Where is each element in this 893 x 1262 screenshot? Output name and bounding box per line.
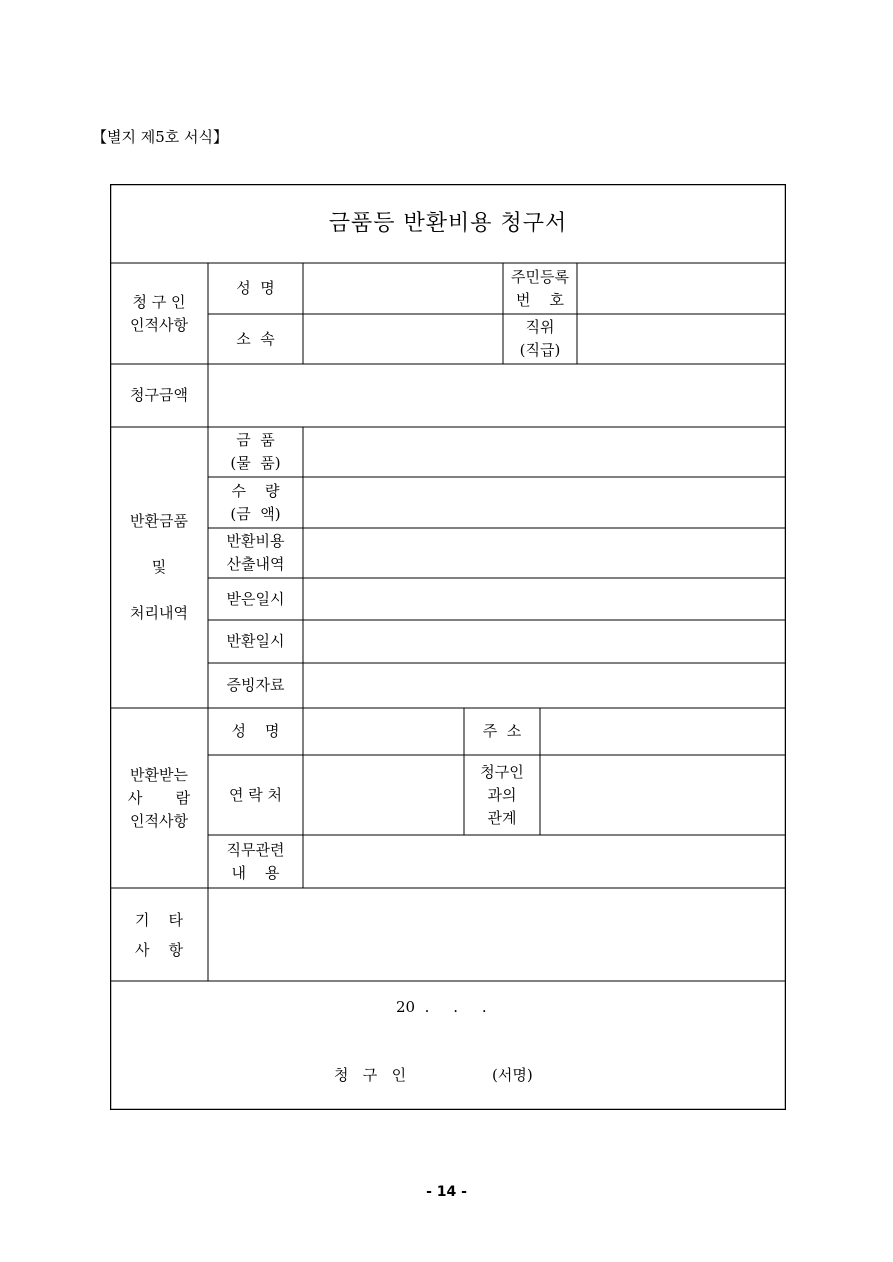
duty-content-field[interactable] (304, 836, 785, 887)
recipient-name-label: 성 명 (231, 722, 280, 740)
goods-quantity-label: 수 량 (금 액) (230, 481, 281, 523)
claimant-name-field[interactable] (304, 264, 502, 313)
recipient-relation-field[interactable] (541, 756, 785, 834)
form-title: 금품등 반환비용 청구서 (328, 211, 568, 236)
goods-item-label: 금 품 (물 품) (230, 431, 281, 472)
claimant-position-label: 직위 (직급) (519, 318, 561, 359)
signature-label[interactable]: (서명) (492, 1066, 533, 1084)
recipient-contact-label: 연 락 처 (228, 785, 282, 804)
recipient-contact-field[interactable] (304, 756, 463, 834)
recipient-section-label: 반환받는 사 람 인적사항 (127, 765, 191, 830)
page-number: - 14 - (426, 1184, 467, 1200)
received-date-field[interactable] (304, 579, 785, 619)
recipient-relation-label: 청구인 과의 관계 (480, 762, 524, 827)
evidence-field[interactable] (304, 664, 785, 707)
returned-date-field[interactable] (304, 621, 785, 662)
other-matters-field[interactable] (209, 889, 785, 980)
claimant-sign-label: 청 구 인 (334, 1066, 407, 1084)
resident-number-field[interactable] (578, 264, 785, 313)
date-line: 20 . . . (396, 998, 487, 1016)
claim-amount-label: 청구금액 (130, 386, 188, 404)
goods-item-field[interactable] (304, 428, 785, 476)
claimant-name-label: 성 명 (236, 279, 275, 297)
claimant-affiliation-field[interactable] (304, 315, 502, 363)
duty-content-label: 직무관련 내 용 (226, 840, 285, 882)
claimant-section-label: 청 구 인 인적사항 (130, 292, 188, 334)
claimant-position-field[interactable] (578, 315, 785, 363)
other-matters-label: 기 타 사 항 (134, 910, 184, 959)
claim-amount-field[interactable] (209, 365, 785, 426)
claim-form (110, 184, 786, 1110)
returned-date-label: 반환일시 (226, 632, 285, 650)
cost-detail-field[interactable] (304, 529, 785, 577)
evidence-label: 증빙자료 (226, 676, 285, 694)
form-number-label: 【별지 제5호 서식】 (92, 128, 229, 146)
recipient-address-field[interactable] (541, 709, 785, 754)
goods-section-label: 반환금품 및 처리내역 (130, 512, 188, 622)
recipient-name-field[interactable] (304, 709, 463, 754)
recipient-address-label: 주 소 (482, 722, 522, 740)
resident-number-label: 주민등록 번 호 (511, 267, 569, 309)
received-date-label: 받은일시 (226, 589, 285, 608)
goods-quantity-field[interactable] (304, 478, 785, 527)
claimant-affiliation-label: 소 속 (236, 329, 275, 348)
cost-detail-label: 반환비용 산출내역 (226, 532, 285, 573)
